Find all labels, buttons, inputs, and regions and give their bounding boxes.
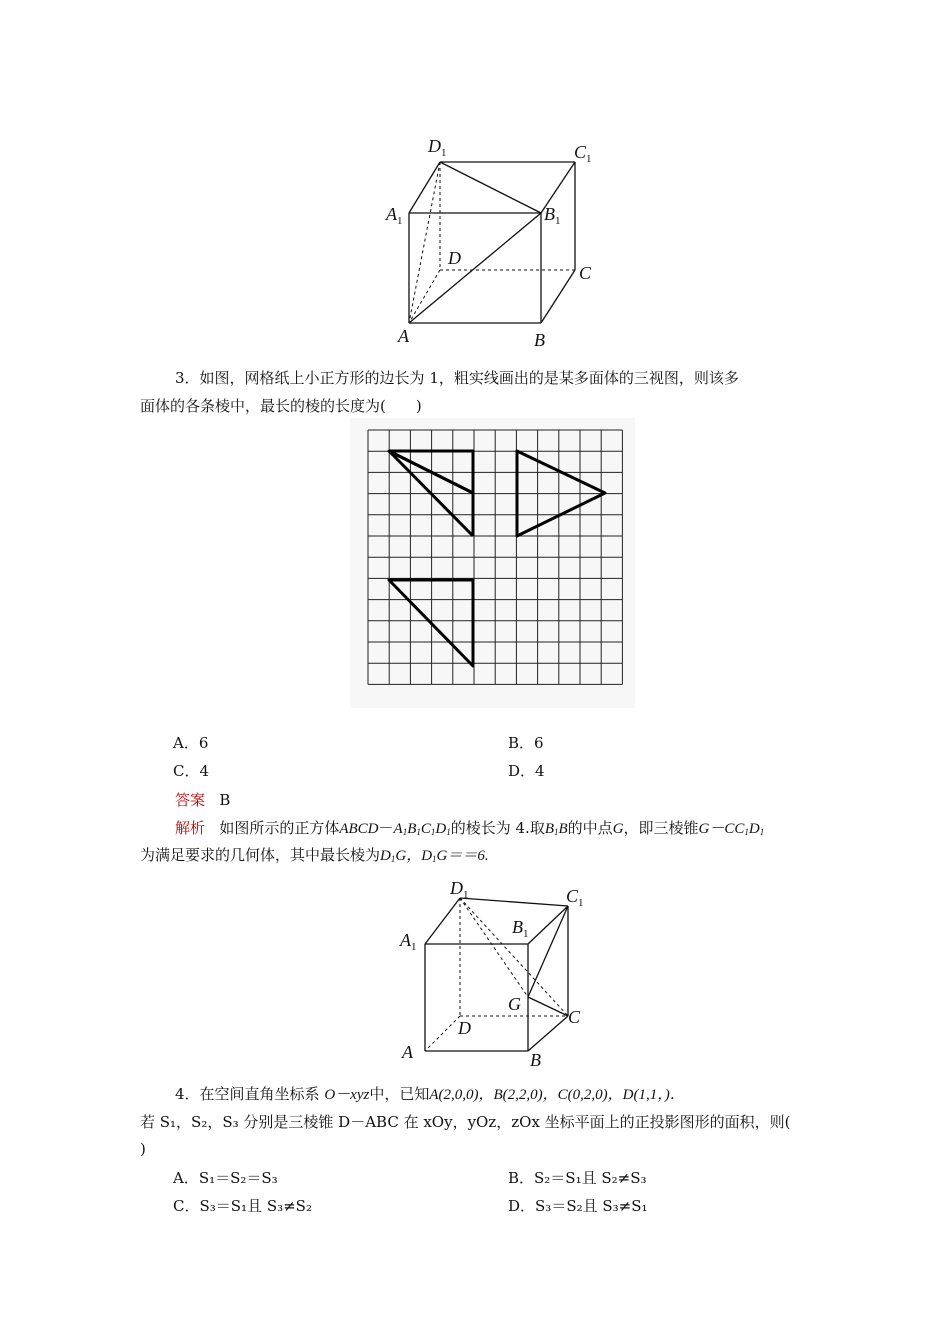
q4-stem-line2: 若 S₁，S₂，S₃ 分别是三棱锥 D－ABC 在 xOy，yOz，zOx 坐标平面上的正投影图形的面积，则(	[140, 1113, 791, 1131]
label-D1: $D_1$	[428, 136, 447, 159]
q3-answer-line	[175, 790, 230, 810]
answer-value: B	[219, 791, 231, 809]
label-B: B	[534, 330, 545, 350]
q3-stem-line2: 面体的各条棱中，最长的棱的长度为( )	[140, 397, 422, 415]
q4-option-b: B．S₂＝S₁且 S₂≠S₃	[508, 1169, 647, 1187]
q4-option-c: C．S₃＝S₁且 S₃≠S₂	[173, 1197, 312, 1215]
label-A1: $A_1$	[386, 204, 403, 227]
three-view-grid-figure	[350, 418, 635, 708]
label-C1: $C_1$	[566, 886, 584, 909]
q4-option-d: D．S₃＝S₂且 S₃≠S₁	[508, 1197, 648, 1215]
q3-option-d: D．4	[508, 762, 545, 780]
label-A1: $A_1$	[400, 930, 417, 953]
cube-figure-top	[378, 128, 608, 358]
label-A: A	[398, 326, 409, 346]
q4-stem-line1: 4．在空间直角坐标系 O－xyz中，已知A(2,0,0)，B(2,2,0)，C(0,2,0)，D(1,1，)．	[175, 1085, 685, 1103]
label-G: G	[508, 994, 521, 1014]
answer-label: 答案	[175, 791, 206, 809]
label-D: D	[448, 248, 461, 268]
q3-stem-line1: 3．如图，网格纸上小正方形的边长为 1，粗实线画出的是某多面体的三视图，则该多	[175, 369, 739, 387]
q3-option-c: C．4	[173, 762, 210, 780]
analysis-label: 解析	[175, 819, 206, 837]
q3-option-b: B．6	[508, 734, 544, 752]
q4-stem-line3: )	[140, 1140, 146, 1158]
label-C: C	[579, 263, 592, 283]
label-B: B	[530, 1050, 541, 1070]
q3-option-a: A．6	[173, 734, 209, 752]
q3-analysis-line2: 为满足要求的几何体，其中最长棱为$D_1G$，$D_1G==6$.	[140, 846, 489, 864]
label-B1: $B_1$	[544, 204, 561, 227]
label-B1: $B_1$	[512, 917, 529, 940]
label-D1: $D_1$	[450, 878, 469, 901]
cube-pyramid-figure	[390, 876, 600, 1076]
label-A: A	[402, 1042, 413, 1062]
q3-analysis-line1: 解析 如图所示的正方体$ABCD-A_1B_1C_1D_1$的棱长为 4.取$B_1B$的中点G，即三棱锥$G-CC_1D_1$	[175, 819, 765, 837]
label-D: D	[458, 1018, 471, 1038]
q4-option-a: A．S₁＝S₂＝S₃	[173, 1169, 278, 1187]
label-C: C	[568, 1007, 581, 1027]
label-C1: $C_1$	[574, 142, 592, 165]
